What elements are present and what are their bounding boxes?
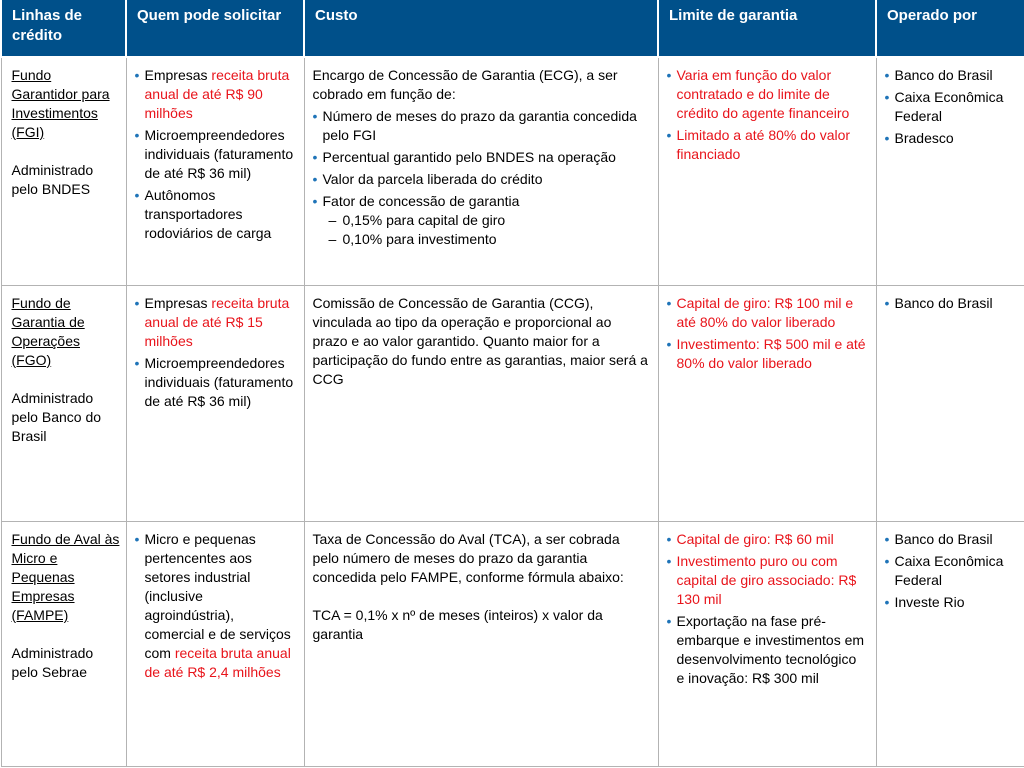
- limit-list: [667, 66, 868, 164]
- who-can-apply-cell: [126, 57, 304, 285]
- list-item: • Investe Rio: [885, 593, 1017, 612]
- limit-list: [667, 530, 868, 688]
- highlight-text: receita bruta anual de até R$ 2,4 milhões: [144, 644, 291, 680]
- fund-name: Fundo de Garantia de Operações (FGO): [11, 294, 85, 368]
- text-run: Micro e pequenas pertencentes aos setores industrial (inclusive agroindústria), comercial e de serviços com: [144, 530, 291, 661]
- highlight-text: Investimento puro ou com capital de giro associado: R$ 130 mil: [676, 552, 857, 607]
- administrator: Administrado pelo Sebrae: [11, 644, 94, 680]
- highlight-text: receita bruta anual de até R$ 15 milhões: [144, 294, 290, 349]
- operated-by-cell: [876, 521, 1024, 766]
- list-item: [313, 192, 650, 249]
- text-run: Empresas: [144, 294, 212, 311]
- administrator: Administrado pelo BNDES: [11, 162, 94, 197]
- table-body: [1, 57, 1024, 767]
- limit-list: [667, 294, 868, 373]
- administrator: Administrado pelo Banco do Brasil: [11, 389, 102, 444]
- header-who-can-apply: Quem pode solicitar: [126, 0, 304, 57]
- list-item: • Banco do Brasil: [885, 66, 1017, 85]
- list-item: [135, 66, 296, 123]
- list-item: [313, 148, 650, 167]
- operator-list: [885, 294, 1017, 313]
- table-row: [1, 57, 1024, 285]
- list-item: [667, 294, 868, 332]
- fund-name: Fundo Garantidor para Investimentos (FGI): [11, 67, 110, 140]
- cost-cell: [304, 57, 658, 285]
- cost-intro: Taxa de Concessão do Aval (TCA), a ser cobrada pelo número de meses do prazo da garantia concedida pelo FAMPE, conforme fórmula abaixo:: [312, 530, 624, 585]
- list-item: [667, 335, 868, 373]
- text-run: Número de meses do prazo da garantia concedida pelo FGI: [322, 108, 637, 143]
- cost-cell: [304, 285, 658, 521]
- guarantee-limit-cell: [658, 521, 876, 766]
- guarantee-limit-cell: [658, 285, 876, 521]
- header-credit-lines: Linhas de crédito: [1, 0, 126, 57]
- highlight-text: Investimento: R$ 500 mil e até 80% do valor liberado: [676, 335, 866, 371]
- highlight-text: Varia em função do valor contratado e do limite de crédito do agente financeiro: [676, 67, 850, 121]
- text-run: Valor da parcela liberada do crédito: [322, 171, 543, 187]
- sub-list-item: – 0,15% para capital de giro: [323, 211, 650, 230]
- text-run: Percentual garantido pelo BNDES na operação: [322, 149, 616, 165]
- list-item: [667, 66, 868, 123]
- highlight-text: Capital de giro: R$ 60 mil: [676, 530, 834, 547]
- operated-by-cell: [876, 285, 1024, 521]
- cost-intro: Encargo de Concessão de Garantia (ECG), a ser cobrado em função de:: [312, 67, 618, 102]
- list-item: [135, 186, 296, 243]
- list-item: [667, 126, 868, 164]
- cost-cell: [304, 521, 658, 766]
- cost-intro: Comissão de Concessão de Garantia (CCG), vinculada ao tipo da operação e proporcional ao prazo e ao valor garantido. Quanto maior for a participação do fundo entre as garantias, maior será a CCG: [312, 294, 648, 387]
- cost-formula: TCA = 0,1% x nº de meses (inteiros) x valor da garantia: [312, 606, 603, 642]
- credit-line-cell: [1, 57, 126, 285]
- table-row: [1, 521, 1024, 766]
- list-item: • Caixa Econômica Federal: [885, 88, 1017, 126]
- text-run: Exportação na fase pré-embarque e investimentos em desenvolvimento tecnológico e inovação: R$ 300 mil: [676, 612, 865, 686]
- list-item: • Banco do Brasil: [885, 294, 1017, 313]
- list-item: [135, 126, 296, 183]
- text-run: Fator de concessão de garantia: [322, 193, 520, 209]
- operated-by-cell: [876, 57, 1024, 285]
- list-item: [135, 294, 296, 351]
- who-list: [135, 66, 296, 243]
- list-item: • Banco do Brasil: [885, 530, 1017, 549]
- operator-list: [885, 66, 1017, 148]
- header-guarantee-limit: Limite de garantia: [658, 0, 876, 57]
- credit-line-cell: [1, 521, 126, 766]
- fund-name: Fundo de Aval às Micro e Pequenas Empresas (FAMPE): [11, 530, 120, 623]
- header-cost: Custo: [304, 0, 658, 57]
- highlight-text: Capital de giro: R$ 100 mil e até 80% do valor liberado: [676, 294, 854, 330]
- who-list: [135, 294, 296, 411]
- list-item: [135, 354, 296, 411]
- who-can-apply-cell: [126, 285, 304, 521]
- highlight-text: Limitado a até 80% do valor financiado: [676, 127, 851, 162]
- text-run: Empresas: [144, 67, 212, 83]
- who-list: [135, 530, 296, 682]
- list-item: [313, 107, 650, 145]
- list-item: • Bradesco: [885, 129, 1017, 148]
- cost-list: [313, 107, 650, 249]
- operator-list: [885, 530, 1017, 612]
- list-item: [667, 530, 868, 549]
- header-operated-by: Operado por: [876, 0, 1024, 57]
- table-row: [1, 285, 1024, 521]
- guarantee-limit-cell: [658, 57, 876, 285]
- text-run: Microempreendedores individuais (faturamento de até R$ 36 mil): [144, 127, 294, 181]
- list-item: [135, 530, 296, 682]
- list-item: [667, 612, 868, 688]
- cost-sublist: [323, 211, 650, 249]
- who-can-apply-cell: [126, 521, 304, 766]
- credit-line-cell: [1, 285, 126, 521]
- list-item: [313, 170, 650, 189]
- list-item: • Caixa Econômica Federal: [885, 552, 1017, 590]
- sub-list-item: – 0,10% para investimento: [323, 230, 650, 249]
- header-row: [1, 0, 1024, 57]
- text-run: Autônomos transportadores rodoviários de carga: [144, 187, 272, 241]
- highlight-text: receita bruta anual de até R$ 90 milhões: [144, 67, 290, 121]
- text-run: Microempreendedores individuais (faturamento de até R$ 36 mil): [144, 354, 294, 409]
- list-item: [667, 552, 868, 609]
